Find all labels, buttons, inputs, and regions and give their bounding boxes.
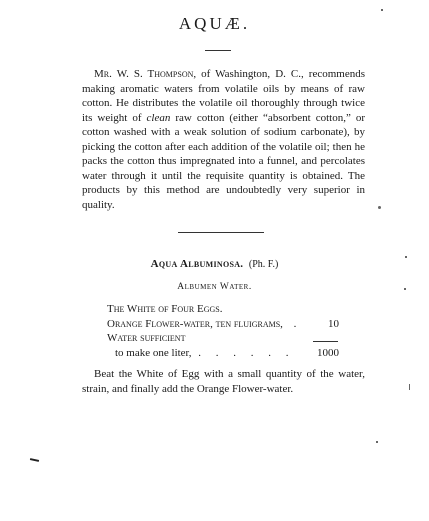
section-rule <box>178 232 264 233</box>
ingredient-quantity: 1000 <box>317 346 339 359</box>
ingredient-list <box>107 302 347 360</box>
ingredient-text: to make one liter, <box>115 346 192 359</box>
recipe-heading <box>0 258 429 270</box>
intro-emphasis: clean <box>146 111 171 124</box>
ingredient-row <box>107 302 347 317</box>
intro-text-part2: raw cotton (either “absorbent cotton,” or cotton washed with a weak solution of sodium carbonate), by picking the cotton after each addition of the volatile oil; then he packs the cotton thus impregnated into a funnel, and percolates water through it until the requisite quantity is obtained. The products by this method are undoubtedly very superior in quality. <box>82 111 365 211</box>
scan-speck <box>376 441 378 443</box>
recipe-reference: (Ph. F.) <box>248 259 279 270</box>
scan-speck <box>381 9 383 11</box>
intro-paragraph <box>82 67 365 212</box>
ingredient-quantity: 10 <box>328 317 339 330</box>
ingredient-dots: . . . . . . <box>198 346 295 359</box>
ingredient-text: Water sufficient <box>107 332 186 344</box>
scan-speck <box>409 384 410 390</box>
ingredient-row <box>107 331 347 346</box>
recipe-subtitle: Albumen Water. <box>177 282 252 292</box>
scan-speck <box>378 206 381 209</box>
recipe-name: Aqua Albuminosa. <box>150 258 244 270</box>
scan-speck <box>405 256 407 258</box>
page-title: AQUÆ. <box>178 14 251 33</box>
ingredient-dots: . <box>293 317 303 330</box>
ingredient-text: The White of Four Eggs. <box>107 303 223 315</box>
method-paragraph: Beat the White of Egg with a small quantity of the water, strain, and finally add the Orange Flower-water. <box>82 368 365 395</box>
ingredient-text: Orange Flower-water, ten fluigrams, <box>107 317 283 330</box>
ingredient-row <box>107 346 347 361</box>
ingredient-row <box>107 317 347 332</box>
title-rule <box>205 50 231 51</box>
total-rule <box>313 341 338 342</box>
intro-author: Mr. W. S. Thompson, <box>94 68 197 80</box>
intro-text-part1: of Washington, D. C., recommends making aromatic waters from volatile oils by means of raw cotton. He distributes the volatile oil thoroughly through twice its weight of <box>82 68 365 124</box>
scan-speck <box>30 458 39 462</box>
scan-speck <box>404 288 406 290</box>
